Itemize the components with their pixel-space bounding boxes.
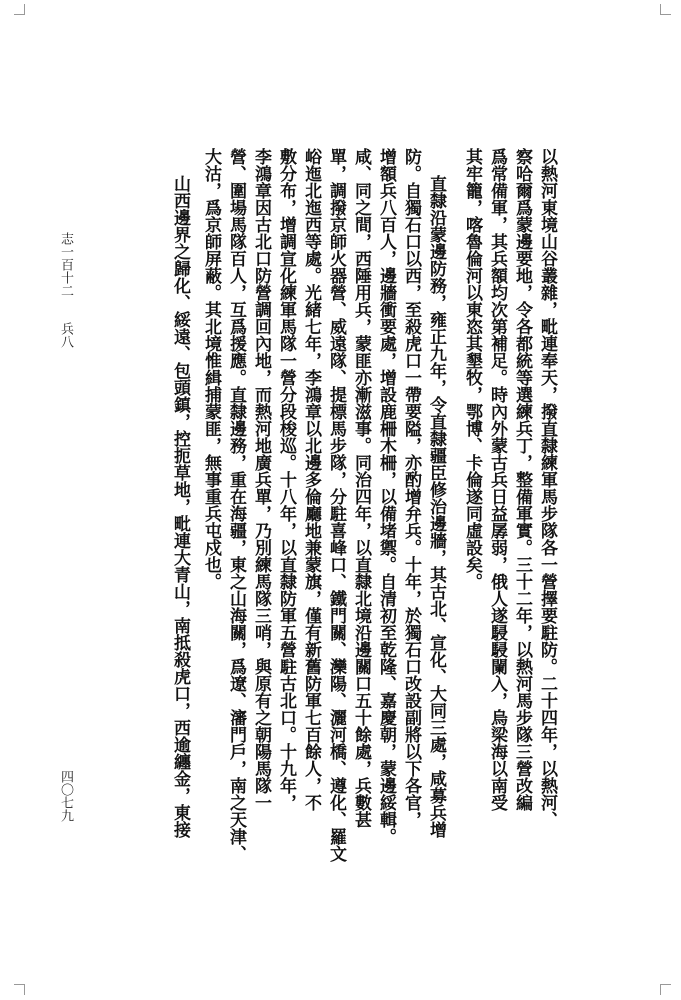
crop-mark-top-left xyxy=(14,4,25,15)
section-label: 兵八 xyxy=(58,322,73,348)
crop-mark-bottom-left xyxy=(14,984,25,995)
text-column: 營、圍場馬隊百人，互爲援應。直隸邊務，重在海疆，東之山海關，爲遼、瀋門戶，南之天津、 xyxy=(226,148,246,862)
text-column: 其牢籠，喀魯倫河以東恣其墾牧，鄂博、卡倫遂同虛設矣。 xyxy=(462,148,482,590)
text-column: 單，調撥京師火器營、威遠隊、提標馬步隊，分駐喜峰口、鐵門關、灤陽、灑河橋、遵化、羅文 xyxy=(326,148,346,862)
crop-mark-top-right xyxy=(660,4,671,15)
text-column: 李鴻章因古北口防營調回內地，而熱河地廣兵單，乃別練馬隊三哨，與原有之朝陽馬隊一 xyxy=(251,148,271,811)
text-column: 察哈爾爲蒙邊要地，令各都統等選練兵丁，整備軍實。三十二年，以熱河馬步隊三營改編 xyxy=(512,148,532,811)
text-column: 以熱河東境山谷叢雜，毗連奉天，撥直隸練軍馬步隊各一營擇要駐防。二十四年，以熱河、 xyxy=(537,148,557,828)
text-column: 敷分布，增調宣化練軍馬隊一營分段梭巡。十八年，以直隸防軍五營駐古北口。十九年， xyxy=(276,148,296,811)
text-column: 大沽，爲京師屏蔽。其北境惟緝捕蒙匪，無事重兵屯戍也。 xyxy=(201,148,221,590)
text-column: 防。自獨石口以西，至殺虎口一帶要隘，亦酌增弁兵。十年，於獨石口改設副將以下各官， xyxy=(401,148,421,828)
volume-label: 志一百十二 xyxy=(58,232,73,297)
text-column: 峪迤北迤西等處。光緒七年，李鴻章以北邊多倫廳地兼蒙旗，僅有新舊防軍七百餘人，不 xyxy=(301,148,321,811)
text-column: 直隸沿蒙邊防務，雍正九年，令直隸疆臣修治邊牆，其古北、宣化、大同三處，咸募兵增 xyxy=(426,175,446,838)
text-column: 增額兵八百人，邊牆衝要處，增設鹿柵木柵，以備堵禦。自清初至乾隆、嘉慶朝，蒙邊綏輯。 xyxy=(376,148,396,845)
text-column: 咸、同之間，西陲用兵，蒙匪亦漸滋事。同治四年，以直隸北境沿邊關口五十餘處，兵數甚 xyxy=(351,148,371,828)
text-column: 山西邊界之歸化、綏遠、包頭鎮，控扼草地，毗連大青山，南抵殺虎口，西逾纏金，東接 xyxy=(170,175,190,838)
crop-mark-bottom-right xyxy=(660,984,671,995)
text-column: 爲常備軍，其兵額均次第補足。時內外蒙古兵日益孱弱，俄人遂駸駸闌入，烏梁海以南受 xyxy=(487,148,507,811)
page-number: 四〇七九 xyxy=(58,770,73,822)
